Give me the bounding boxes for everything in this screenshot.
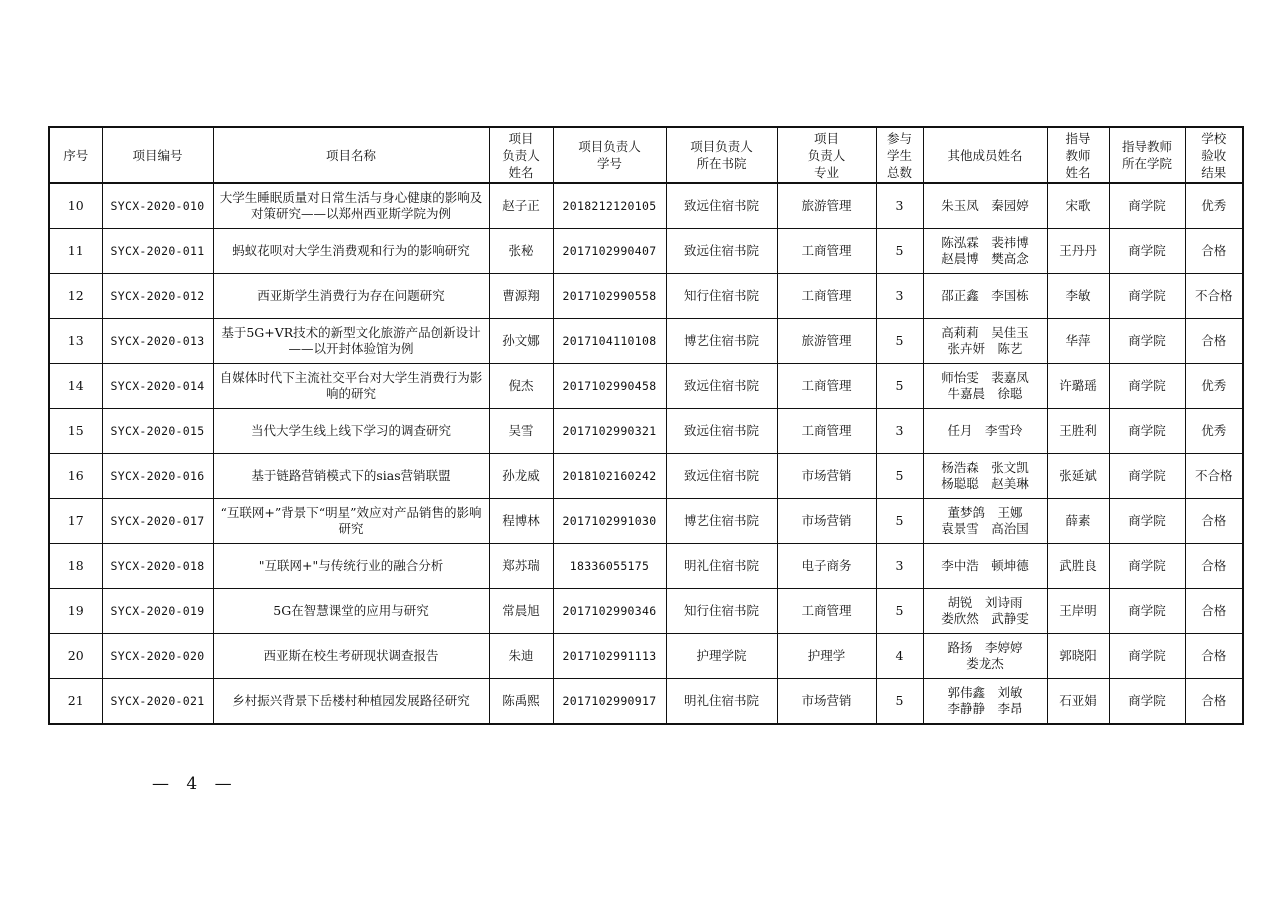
project-code: SYCX-2020-018 (102, 544, 213, 589)
advisor-school: 商学院 (1109, 589, 1185, 634)
leader-student-id: 2017102991113 (553, 634, 666, 679)
project-name: 5G在智慧课堂的应用与研究 (213, 589, 489, 634)
advisor-name: 王胜利 (1047, 409, 1109, 454)
leader-major: 旅游管理 (777, 319, 876, 364)
column-header-line: 学号 (596, 156, 622, 171)
member-line: 陈泓霖 裴祎博 (941, 235, 1029, 250)
leader-college: 致远住宿书院 (666, 364, 777, 409)
other-members (923, 409, 1047, 454)
student-count: 5 (876, 589, 923, 634)
column-header (1185, 127, 1243, 183)
column-header-line: 专业 (813, 164, 839, 180)
table-row (49, 589, 1243, 634)
column-header-line: 姓名 (1065, 164, 1091, 180)
leader-major: 工商管理 (777, 229, 876, 274)
member-line: 杨浩森 张文凯 (941, 460, 1029, 475)
advisor-name: 郭晓阳 (1047, 634, 1109, 679)
acceptance-result: 合格 (1185, 544, 1243, 589)
leader-student-id: 2018102160242 (553, 454, 666, 499)
row-number: 15 (49, 409, 102, 454)
table-row (49, 274, 1243, 319)
table-row (49, 183, 1243, 229)
project-code: SYCX-2020-010 (102, 183, 213, 229)
student-count: 4 (876, 634, 923, 679)
row-number: 20 (49, 634, 102, 679)
row-number: 10 (49, 183, 102, 229)
member-line: 朱玉凤 秦园婷 (941, 198, 1029, 213)
table-row (49, 454, 1243, 499)
leader-college: 护理学院 (666, 634, 777, 679)
other-members (923, 364, 1047, 409)
acceptance-result: 合格 (1185, 679, 1243, 725)
column-header-line: 学校 (1201, 130, 1227, 146)
other-members (923, 274, 1047, 319)
leader-major: 护理学 (777, 634, 876, 679)
column-header-line: 项目负责人 (690, 139, 753, 154)
other-members (923, 183, 1047, 229)
student-count: 3 (876, 274, 923, 319)
advisor-name: 王岸明 (1047, 589, 1109, 634)
advisor-name: 李敏 (1047, 274, 1109, 319)
column-header-line: 教师 (1065, 147, 1091, 163)
column-header (49, 127, 102, 183)
member-line: 董梦鸽 王娜 (947, 505, 1023, 520)
leader-major: 市场营销 (777, 454, 876, 499)
acceptance-result: 优秀 (1185, 183, 1243, 229)
other-members (923, 544, 1047, 589)
leader-student-id: 2017102990321 (553, 409, 666, 454)
member-line: 李中浩 顿坤德 (941, 558, 1029, 573)
column-header (553, 127, 666, 183)
project-code: SYCX-2020-011 (102, 229, 213, 274)
leader-student-id: 2017102990458 (553, 364, 666, 409)
leader-name: 郑苏瑞 (489, 544, 553, 589)
column-header-line: 指导 (1065, 130, 1091, 146)
member-line: 娄龙杰 (966, 656, 1004, 671)
advisor-name: 华萍 (1047, 319, 1109, 364)
student-count: 5 (876, 229, 923, 274)
acceptance-result: 合格 (1185, 589, 1243, 634)
project-code: SYCX-2020-016 (102, 454, 213, 499)
leader-major: 工商管理 (777, 274, 876, 319)
table-row (49, 364, 1243, 409)
row-number: 12 (49, 274, 102, 319)
project-name: 基于链路营销模式下的sias营销联盟 (213, 454, 489, 499)
project-name: "互联网+"与传统行业的融合分析 (213, 544, 489, 589)
advisor-school: 商学院 (1109, 409, 1185, 454)
leader-name: 倪杰 (489, 364, 553, 409)
member-line: 赵晨博 樊高念 (941, 251, 1029, 266)
member-line: 牛嘉晨 徐聪 (947, 386, 1023, 401)
row-number: 16 (49, 454, 102, 499)
row-number: 14 (49, 364, 102, 409)
acceptance-result: 不合格 (1185, 274, 1243, 319)
leader-student-id: 18336055175 (553, 544, 666, 589)
leader-student-id: 2017104110108 (553, 319, 666, 364)
table-row (49, 634, 1243, 679)
member-line: 师怡雯 裴嘉凤 (941, 370, 1029, 385)
project-name: 蚂蚁花呗对大学生消费观和行为的影响研究 (213, 229, 489, 274)
student-count: 3 (876, 544, 923, 589)
advisor-name: 武胜良 (1047, 544, 1109, 589)
table-row (49, 409, 1243, 454)
member-line: 张卉妍 陈艺 (947, 341, 1023, 356)
project-name: “互联网+”背景下“明星”效应对产品销售的影响研究 (213, 499, 489, 544)
project-name: 乡村振兴背景下岳楼村种植园发展路径研究 (213, 679, 489, 725)
column-header-line: 项目编号 (132, 147, 183, 163)
leader-college: 致远住宿书院 (666, 454, 777, 499)
table-row (49, 229, 1243, 274)
leader-college: 致远住宿书院 (666, 409, 777, 454)
column-header (923, 127, 1047, 183)
leader-major: 工商管理 (777, 364, 876, 409)
column-header-line: 负责人 (502, 147, 540, 163)
student-count: 5 (876, 499, 923, 544)
project-code: SYCX-2020-020 (102, 634, 213, 679)
advisor-school: 商学院 (1109, 634, 1185, 679)
column-header (1047, 127, 1109, 183)
row-number: 21 (49, 679, 102, 725)
advisor-name: 张延斌 (1047, 454, 1109, 499)
project-name: 西亚斯学生消费行为存在问题研究 (213, 274, 489, 319)
member-line: 路扬 李婷婷 (947, 640, 1023, 655)
other-members (923, 454, 1047, 499)
other-members (923, 319, 1047, 364)
leader-name: 程博林 (489, 499, 553, 544)
acceptance-result: 合格 (1185, 634, 1243, 679)
student-count: 5 (876, 679, 923, 725)
column-header (876, 127, 923, 183)
advisor-name: 王丹丹 (1047, 229, 1109, 274)
other-members (923, 499, 1047, 544)
project-code: SYCX-2020-017 (102, 499, 213, 544)
project-name: 西亚斯在校生考研现状调查报告 (213, 634, 489, 679)
leader-name: 朱迪 (489, 634, 553, 679)
leader-name: 曹源翔 (489, 274, 553, 319)
column-header-line: 项目负责人 (578, 139, 641, 154)
advisor-school: 商学院 (1109, 319, 1185, 364)
leader-name: 赵子正 (489, 183, 553, 229)
advisor-school: 商学院 (1109, 544, 1185, 589)
leader-student-id: 2017102990917 (553, 679, 666, 725)
project-name: 自媒体时代下主流社交平台对大学生消费行为影响的研究 (213, 364, 489, 409)
project-name: 基于5G+VR技术的新型文化旅游产品创新设计——以开封体验馆为例 (213, 319, 489, 364)
column-header (777, 127, 876, 183)
member-line: 李静静 李昂 (947, 701, 1023, 716)
table-row (49, 499, 1243, 544)
table-header (49, 127, 1243, 183)
other-members (923, 634, 1047, 679)
member-line: 杨聪聪 赵美琳 (941, 476, 1029, 491)
acceptance-result: 优秀 (1185, 409, 1243, 454)
column-header-line: 项目名称 (325, 147, 376, 163)
column-header (489, 127, 553, 183)
other-members (923, 229, 1047, 274)
column-header-line: 总数 (886, 164, 912, 180)
column-header (102, 127, 213, 183)
other-members (923, 589, 1047, 634)
other-members (923, 679, 1047, 725)
project-name: 当代大学生线上线下学习的调查研究 (213, 409, 489, 454)
column-header-line: 姓名 (508, 164, 534, 180)
column-header-line: 项目 (813, 130, 839, 146)
member-line: 任月 李雪玲 (947, 423, 1023, 438)
table-row (49, 679, 1243, 725)
leader-major: 工商管理 (777, 589, 876, 634)
member-line: 邵正鑫 李国栋 (941, 288, 1029, 303)
member-line: 娄欣然 武静雯 (941, 611, 1029, 626)
student-count: 3 (876, 183, 923, 229)
acceptance-result: 优秀 (1185, 364, 1243, 409)
acceptance-result: 合格 (1185, 499, 1243, 544)
project-code: SYCX-2020-021 (102, 679, 213, 725)
leader-student-id: 2017102990558 (553, 274, 666, 319)
advisor-school: 商学院 (1109, 364, 1185, 409)
advisor-school: 商学院 (1109, 274, 1185, 319)
advisor-name: 宋歌 (1047, 183, 1109, 229)
leader-student-id: 2017102990407 (553, 229, 666, 274)
advisor-name: 许璐瑶 (1047, 364, 1109, 409)
project-code: SYCX-2020-012 (102, 274, 213, 319)
leader-name: 孙文娜 (489, 319, 553, 364)
row-number: 17 (49, 499, 102, 544)
student-count: 5 (876, 364, 923, 409)
project-table (48, 126, 1244, 725)
leader-name: 孙龙威 (489, 454, 553, 499)
leader-student-id: 2017102990346 (553, 589, 666, 634)
member-line: 袁景雪 高治国 (941, 521, 1029, 536)
member-line: 郭伟鑫 刘敏 (947, 685, 1023, 700)
advisor-name: 石亚娟 (1047, 679, 1109, 725)
leader-major: 电子商务 (777, 544, 876, 589)
advisor-school: 商学院 (1109, 679, 1185, 725)
column-header-line: 结果 (1201, 164, 1227, 180)
leader-student-id: 2017102991030 (553, 499, 666, 544)
row-number: 19 (49, 589, 102, 634)
column-header-line: 参与 (886, 130, 912, 146)
leader-major: 旅游管理 (777, 183, 876, 229)
acceptance-result: 合格 (1185, 319, 1243, 364)
advisor-name: 薛素 (1047, 499, 1109, 544)
leader-college: 知行住宿书院 (666, 274, 777, 319)
leader-major: 市场营销 (777, 679, 876, 725)
leader-college: 明礼住宿书院 (666, 679, 777, 725)
row-number: 11 (49, 229, 102, 274)
leader-college: 致远住宿书院 (666, 229, 777, 274)
table-row (49, 319, 1243, 364)
header-row (49, 127, 1243, 183)
advisor-school: 商学院 (1109, 183, 1185, 229)
column-header-line: 所在书院 (696, 156, 747, 171)
leader-college: 博艺住宿书院 (666, 499, 777, 544)
advisor-school: 商学院 (1109, 499, 1185, 544)
table-body (49, 183, 1243, 724)
project-code: SYCX-2020-014 (102, 364, 213, 409)
leader-college: 博艺住宿书院 (666, 319, 777, 364)
leader-college: 知行住宿书院 (666, 589, 777, 634)
leader-name: 吴雪 (489, 409, 553, 454)
project-code: SYCX-2020-015 (102, 409, 213, 454)
leader-student-id: 2018212120105 (553, 183, 666, 229)
column-header (1109, 127, 1185, 183)
column-header-line: 负责人 (807, 147, 846, 163)
column-header-line: 验收 (1201, 147, 1227, 163)
row-number: 13 (49, 319, 102, 364)
column-header-line: 指导教师 (1121, 139, 1172, 154)
student-count: 3 (876, 409, 923, 454)
leader-major: 工商管理 (777, 409, 876, 454)
leader-college: 致远住宿书院 (666, 183, 777, 229)
leader-major: 市场营销 (777, 499, 876, 544)
page-number: — 4 — (152, 774, 238, 794)
student-count: 5 (876, 454, 923, 499)
advisor-school: 商学院 (1109, 229, 1185, 274)
advisor-school: 商学院 (1109, 454, 1185, 499)
column-header-line: 项目 (508, 130, 534, 146)
column-header-line: 序号 (63, 147, 89, 163)
column-header-line: 学生 (886, 147, 912, 163)
column-header (666, 127, 777, 183)
leader-name: 张秘 (489, 229, 553, 274)
row-number: 18 (49, 544, 102, 589)
project-code: SYCX-2020-013 (102, 319, 213, 364)
leader-name: 陈禹熙 (489, 679, 553, 725)
column-header (213, 127, 489, 183)
member-line: 胡锐 刘诗雨 (947, 595, 1023, 610)
student-count: 5 (876, 319, 923, 364)
project-code: SYCX-2020-019 (102, 589, 213, 634)
table-row (49, 544, 1243, 589)
acceptance-result: 不合格 (1185, 454, 1243, 499)
column-header-line: 所在学院 (1121, 156, 1172, 171)
leader-name: 常晨旭 (489, 589, 553, 634)
acceptance-result: 合格 (1185, 229, 1243, 274)
column-header-line: 其他成员姓名 (947, 147, 1023, 163)
leader-college: 明礼住宿书院 (666, 544, 777, 589)
project-name: 大学生睡眠质量对日常生活与身心健康的影响及对策研究——以郑州西亚斯学院为例 (213, 183, 489, 229)
member-line: 高莉莉 吴佳玉 (941, 325, 1029, 340)
